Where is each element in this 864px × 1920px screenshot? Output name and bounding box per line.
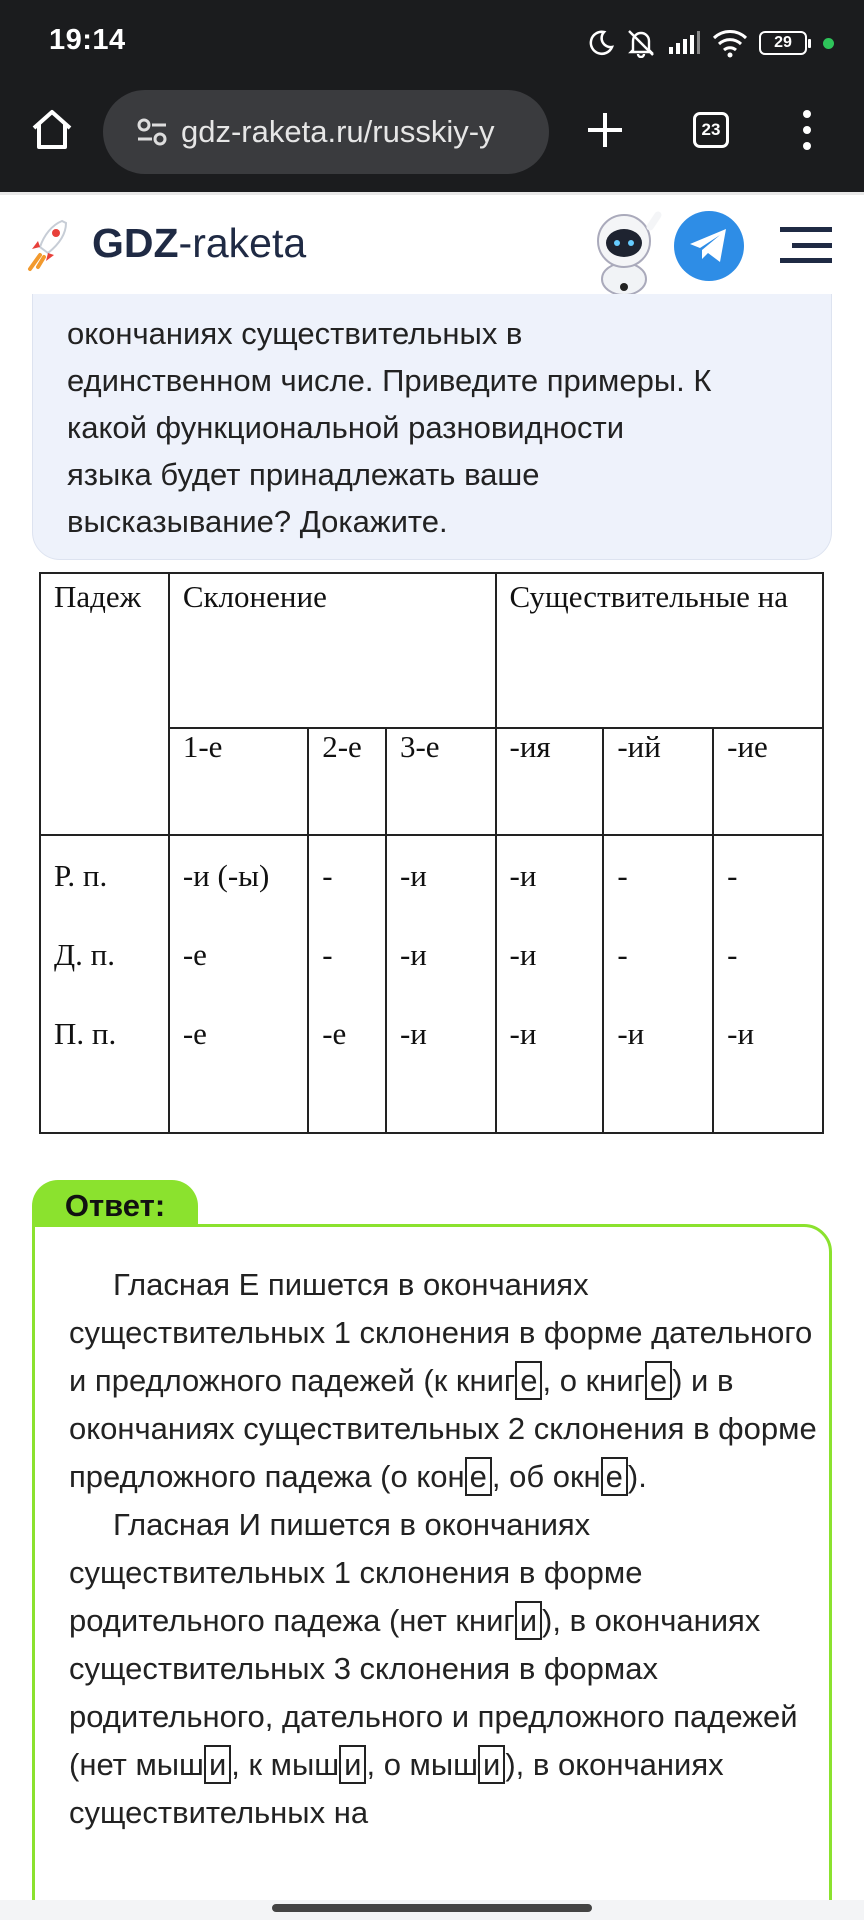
answer-text: [69, 1261, 817, 1837]
subheader-cell: -ия: [496, 728, 604, 835]
ending-cell: -и: [727, 1016, 755, 1051]
browser-toolbar: [0, 84, 864, 192]
ending-cell: -и: [509, 858, 537, 893]
answer-text-run: Гласная Е пишется в окончаниях существительных 1 склонения в форме дательного и предложного падежей (к книг: [69, 1267, 813, 1398]
answer-text-run: ), в окончаниях существительных 3 склонения в формах родительного, дательного и предложного падежей (нет мыш: [69, 1603, 798, 1782]
declension-table: [39, 572, 824, 1134]
ending-cell: -: [727, 937, 738, 972]
more-menu-icon[interactable]: [802, 108, 812, 152]
url-text: gdz-raketa.ru/russkiy-y: [181, 114, 495, 149]
site-header: [0, 192, 864, 294]
gesture-handle[interactable]: [272, 1904, 592, 1912]
answer-paragraph: [69, 1501, 817, 1837]
ending-cell: -: [322, 937, 333, 972]
telegram-button[interactable]: [674, 211, 744, 281]
case-label: Р. п.: [54, 858, 108, 893]
battery-icon: 29: [759, 31, 807, 55]
table-header-row: [40, 573, 823, 728]
ending-cell: -и: [509, 1016, 537, 1051]
ending-cell: -и: [617, 1016, 645, 1051]
site-logo[interactable]: [92, 217, 306, 269]
ending-cell: -е: [182, 937, 207, 972]
ending-cell: -и: [509, 937, 537, 972]
subheader-cell: 1-е: [169, 728, 308, 835]
silent-icon: [625, 28, 657, 58]
ending-cell: -: [322, 858, 333, 893]
answer-card: [32, 1224, 832, 1900]
logo-rest: -raketa: [178, 220, 307, 266]
ending-box: и: [339, 1745, 366, 1784]
hamburger-menu-icon[interactable]: [780, 225, 832, 265]
header-declension: Склонение: [169, 573, 496, 728]
ending-cell: -и: [399, 1016, 427, 1051]
subheader-cell: -ие: [713, 728, 823, 835]
subheader-cell: 2-е: [308, 728, 386, 835]
ending-cell: -и (-ы): [182, 858, 270, 893]
rocket-logo-icon[interactable]: [26, 217, 74, 273]
ending-column: [308, 835, 386, 1133]
header-case: Падеж: [40, 573, 169, 835]
address-bar[interactable]: [103, 90, 549, 174]
ending-box: е: [601, 1457, 628, 1496]
ending-box: и: [204, 1745, 231, 1784]
new-tab-icon[interactable]: [583, 108, 627, 152]
ending-cell: -е: [182, 1016, 207, 1051]
home-icon[interactable]: [28, 106, 76, 154]
ending-column: [169, 835, 308, 1133]
ending-cell: -: [617, 858, 628, 893]
case-column: [40, 835, 169, 1133]
ending-box: е: [645, 1361, 672, 1400]
question-text: окончаниях существительных в единственном числе. Приведите примеры. К какой функциональной разновидности языка будет принадлежать ваше высказывание? Докажите.: [67, 316, 712, 539]
answer-paragraph: [69, 1261, 817, 1501]
ending-column: [713, 835, 823, 1133]
status-bar: [0, 0, 864, 84]
answer-text-run: ) и в окончаниях существительных 2 склонения в форме предложного падежа (о кон: [69, 1363, 817, 1494]
table-body-row: [40, 835, 823, 1133]
header-nouns: Существительные на: [496, 573, 824, 728]
ending-column: [603, 835, 713, 1133]
site-settings-icon[interactable]: [135, 115, 169, 149]
logo-bold: GDZ: [92, 220, 179, 266]
astronaut-mascot-icon: [584, 207, 664, 295]
answer-text-run: , о книг: [542, 1363, 645, 1398]
ending-column: [496, 835, 604, 1133]
ending-cell: -и: [399, 858, 427, 893]
ending-cell: -: [617, 937, 628, 972]
ending-box: и: [515, 1601, 542, 1640]
ending-column: [386, 835, 496, 1133]
ending-box: е: [465, 1457, 492, 1496]
page-content: [0, 294, 864, 1900]
ending-cell: -е: [322, 1016, 347, 1051]
telegram-icon: [688, 226, 730, 266]
answer-text-run: , об окн: [491, 1459, 601, 1494]
ending-box: и: [478, 1745, 505, 1784]
ending-cell: -и: [399, 937, 427, 972]
answer-text-run: Гласная И пишется в окончаниях существительных 1 склонения в форме родительного падежа (нет книг: [69, 1507, 643, 1638]
privacy-dot: [823, 38, 834, 49]
question-card: [32, 294, 832, 560]
status-icons: [587, 26, 834, 60]
case-label: П. п.: [54, 1016, 117, 1051]
answer-text-run: ), в окончаниях существительных на: [69, 1747, 724, 1830]
answer-label: Ответ:: [32, 1180, 198, 1230]
status-time: 19:14: [49, 24, 126, 56]
answer-text-run: , о мыш: [366, 1747, 479, 1782]
ending-cell: -: [727, 858, 738, 893]
signal-icon: [667, 30, 701, 56]
answer-text-run: , к мыш: [231, 1747, 340, 1782]
moon-icon: [587, 29, 615, 57]
answer-text-run: ).: [627, 1459, 647, 1494]
ending-box: е: [515, 1361, 542, 1400]
tab-switcher-button[interactable]: 23: [693, 112, 729, 148]
wifi-icon: [711, 28, 749, 58]
case-label: Д. п.: [54, 937, 115, 972]
subheader-cell: 3-е: [386, 728, 496, 835]
subheader-cell: -ий: [603, 728, 713, 835]
